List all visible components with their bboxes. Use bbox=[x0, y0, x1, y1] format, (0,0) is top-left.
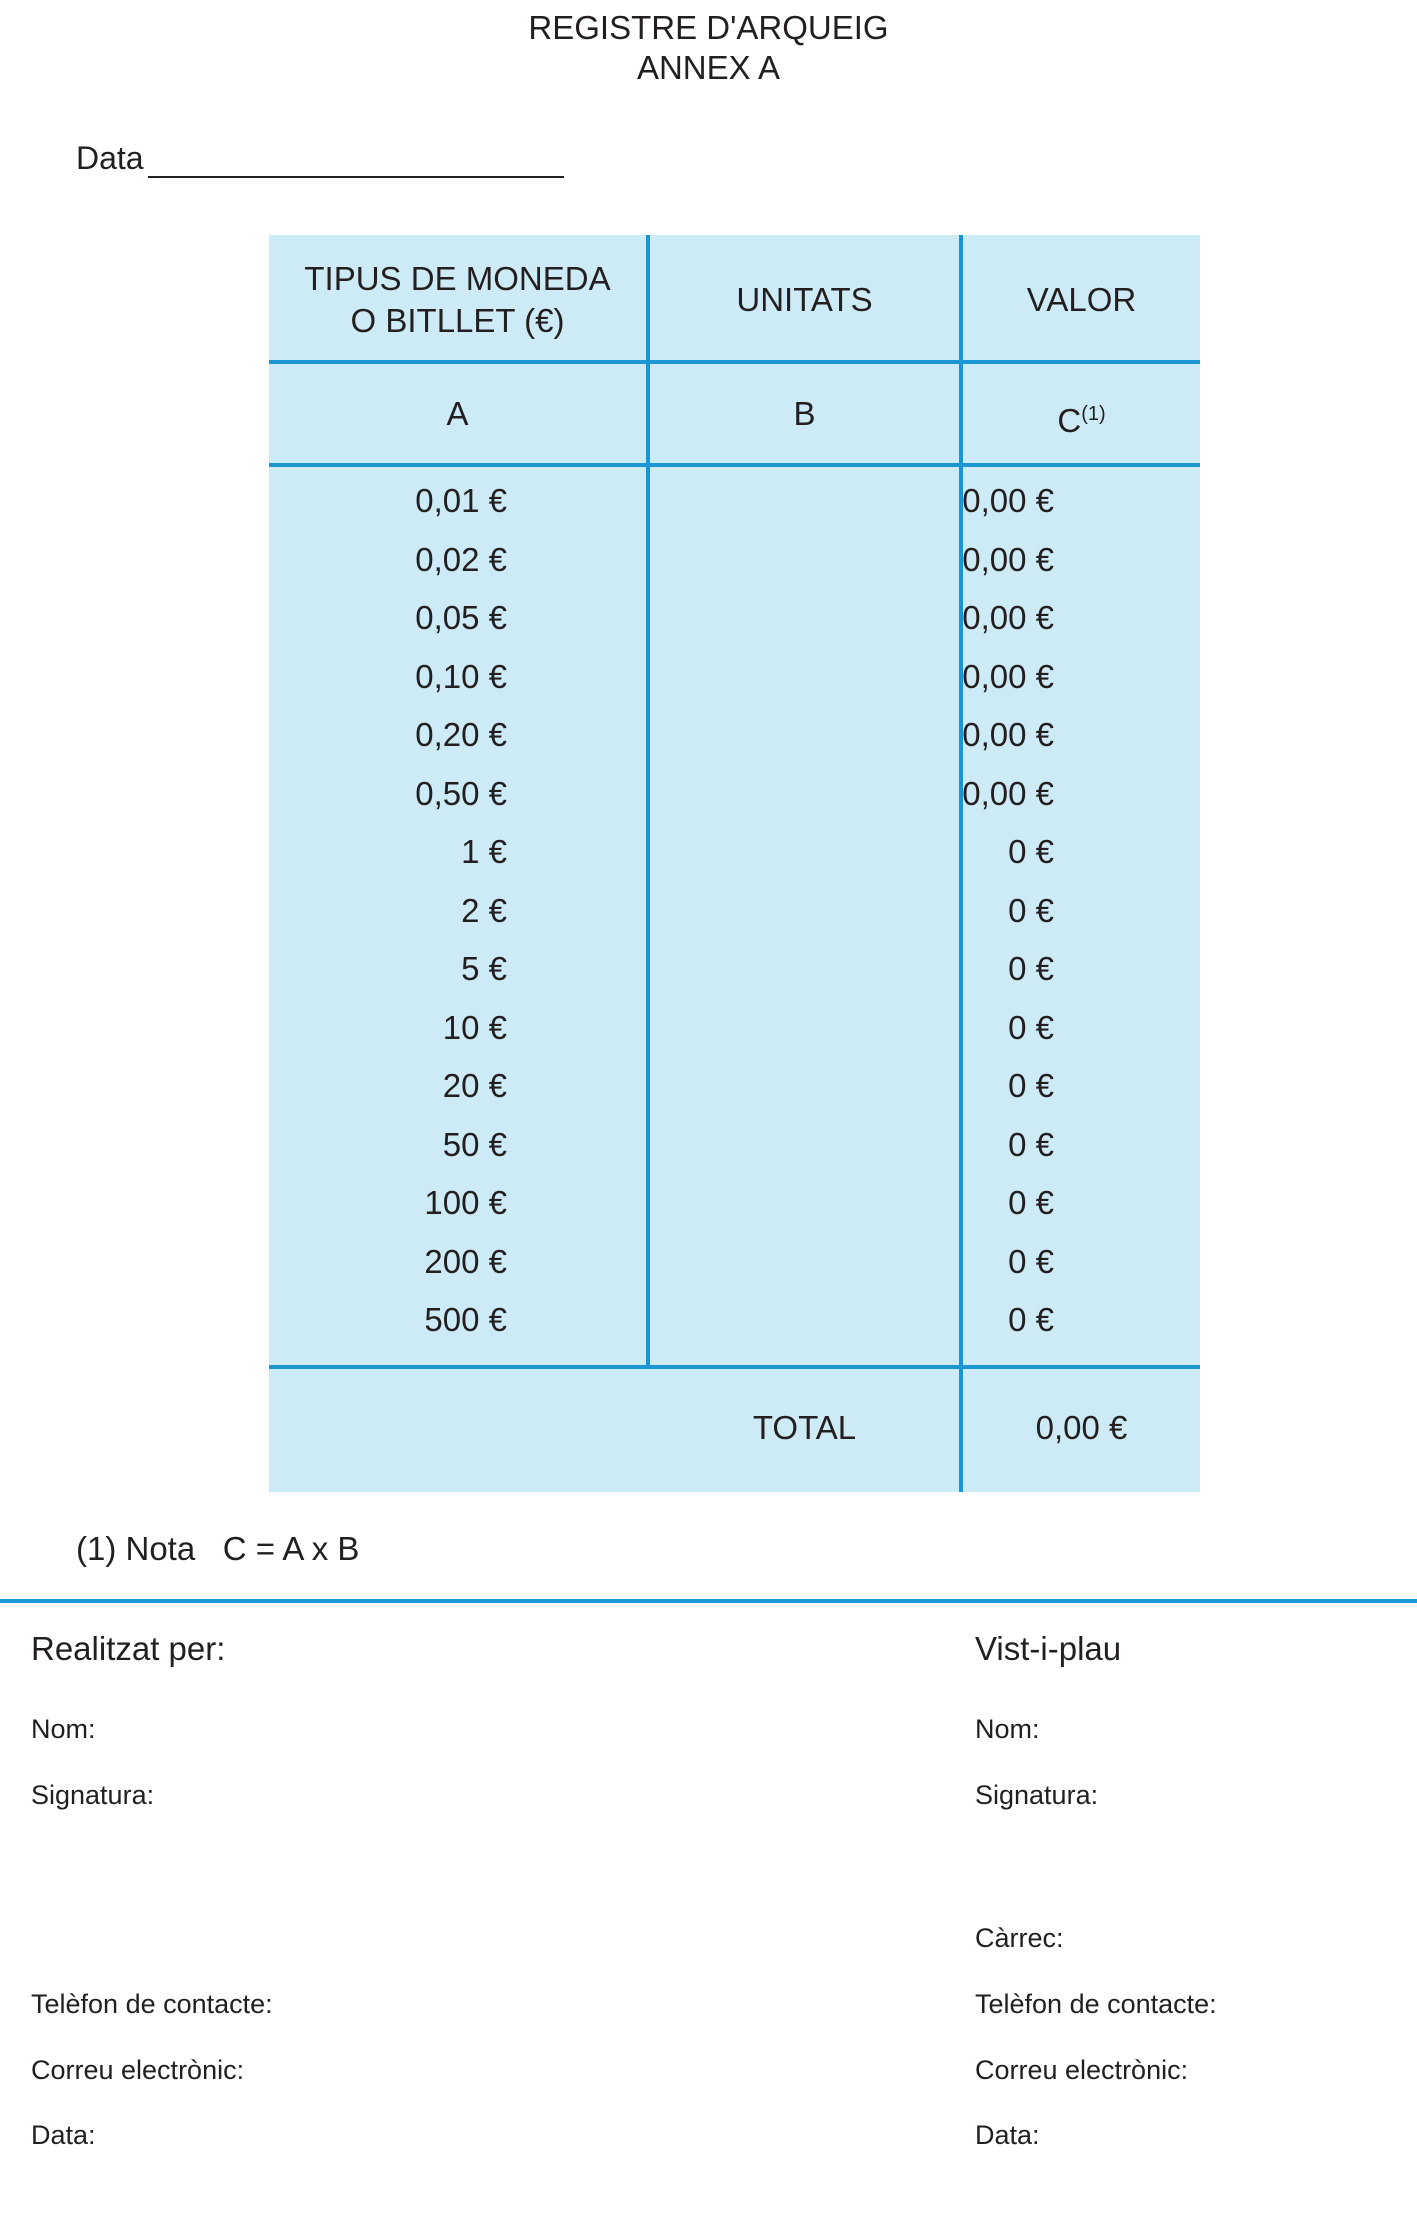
value-cell: 0,00 € bbox=[962, 775, 1054, 812]
cash-count-table bbox=[269, 235, 1200, 1492]
right-position-field[interactable]: Càrrec: bbox=[975, 1923, 1064, 1953]
total-value: 0,00 € bbox=[1035, 1409, 1128, 1446]
left-phone-field[interactable]: Telèfon de contacte: bbox=[31, 1989, 273, 2019]
units-input-cell[interactable] bbox=[650, 774, 959, 814]
value-cell: 0,00 € bbox=[962, 482, 1054, 519]
units-input-cell[interactable] bbox=[650, 1125, 959, 1165]
code-b: B bbox=[793, 395, 816, 432]
performed-by-title: Realitzat per: bbox=[31, 1630, 226, 1667]
value-cell: 0 € bbox=[1008, 1184, 1054, 1221]
denomination-cell: 200 € bbox=[424, 1243, 507, 1280]
header-denomination bbox=[269, 258, 646, 342]
footnote: (1) Nota C = A x B bbox=[76, 1530, 360, 1567]
right-date-field[interactable]: Data: bbox=[975, 2120, 1040, 2150]
header-value: VALOR bbox=[1026, 281, 1137, 318]
denomination-cell: 50 € bbox=[442, 1126, 507, 1163]
section-divider bbox=[0, 1599, 1417, 1603]
approval-title: Vist-i-plau bbox=[975, 1630, 1122, 1667]
table-code-rule bbox=[269, 463, 1200, 467]
denomination-cell: 10 € bbox=[442, 1009, 507, 1046]
units-input-cell[interactable] bbox=[650, 832, 959, 872]
value-cell: 0 € bbox=[1008, 892, 1054, 929]
denomination-cell: 2 € bbox=[461, 892, 507, 929]
right-email-field[interactable]: Correu electrònic: bbox=[975, 2055, 1189, 2085]
value-cell: 0 € bbox=[1008, 1301, 1054, 1338]
denomination-cell: 0,01 € bbox=[415, 482, 507, 519]
denomination-cell: 0,02 € bbox=[415, 541, 507, 578]
units-input-cell[interactable] bbox=[650, 598, 959, 638]
units-input-cell[interactable] bbox=[650, 949, 959, 989]
denomination-cell: 1 € bbox=[461, 833, 507, 870]
denomination-cell: 20 € bbox=[442, 1067, 507, 1104]
value-cell: 0 € bbox=[1008, 1009, 1054, 1046]
units-input-cell[interactable] bbox=[650, 1242, 959, 1282]
date-label: Data bbox=[76, 140, 144, 176]
document-subtitle: ANNEX A bbox=[636, 49, 781, 86]
value-cell: 0 € bbox=[1008, 1126, 1054, 1163]
left-date-field[interactable]: Data: bbox=[31, 2120, 96, 2150]
denomination-cell: 500 € bbox=[424, 1301, 507, 1338]
units-input-cell[interactable] bbox=[650, 1066, 959, 1106]
denomination-cell: 5 € bbox=[461, 950, 507, 987]
right-phone-field[interactable]: Telèfon de contacte: bbox=[975, 1989, 1217, 2019]
value-cell: 0,00 € bbox=[962, 541, 1054, 578]
denomination-cell: 0,50 € bbox=[415, 775, 507, 812]
denomination-cell: 0,10 € bbox=[415, 658, 507, 695]
units-input-cell[interactable] bbox=[650, 1008, 959, 1048]
denomination-cell: 0,20 € bbox=[415, 716, 507, 753]
left-name-field[interactable]: Nom: bbox=[31, 1714, 96, 1744]
document-title: REGISTRE D'ARQUEIG bbox=[528, 9, 889, 46]
units-input-cell[interactable] bbox=[650, 481, 959, 521]
value-cell: 0 € bbox=[1008, 1243, 1054, 1280]
value-cell: 0,00 € bbox=[962, 599, 1054, 636]
right-signature-field[interactable]: Signatura: bbox=[975, 1780, 1099, 1810]
code-a: A bbox=[446, 395, 469, 432]
denomination-cell: 0,05 € bbox=[415, 599, 507, 636]
value-cell: 0 € bbox=[1008, 833, 1054, 870]
value-cell: 0 € bbox=[1008, 950, 1054, 987]
value-cell: 0,00 € bbox=[962, 716, 1054, 753]
denomination-cell: 100 € bbox=[424, 1184, 507, 1221]
units-input-cell[interactable] bbox=[650, 715, 959, 755]
units-input-cell[interactable] bbox=[650, 1300, 959, 1340]
right-name-field[interactable]: Nom: bbox=[975, 1714, 1040, 1744]
units-input-cell[interactable] bbox=[650, 657, 959, 697]
value-cell: 0,00 € bbox=[962, 658, 1054, 695]
total-label: TOTAL bbox=[752, 1409, 857, 1446]
table-total-rule bbox=[269, 1365, 1200, 1369]
units-input-cell[interactable] bbox=[650, 1183, 959, 1223]
code-c-footnote: (1) bbox=[1081, 403, 1106, 425]
left-email-field[interactable]: Correu electrònic: bbox=[31, 2055, 245, 2085]
code-c bbox=[963, 393, 1200, 442]
header-denomination-line2: O BITLLET (€) bbox=[350, 302, 565, 339]
header-units: UNITATS bbox=[736, 281, 873, 318]
table-header-rule bbox=[269, 360, 1200, 364]
header-denomination-line1: TIPUS DE MONEDA bbox=[304, 260, 611, 297]
date-fill-line[interactable] bbox=[148, 176, 564, 178]
value-cell: 0 € bbox=[1008, 1067, 1054, 1104]
left-signature-field[interactable]: Signatura: bbox=[31, 1780, 155, 1810]
units-input-cell[interactable] bbox=[650, 891, 959, 931]
code-c-letter: C bbox=[1057, 402, 1082, 439]
units-input-cell[interactable] bbox=[650, 540, 959, 580]
